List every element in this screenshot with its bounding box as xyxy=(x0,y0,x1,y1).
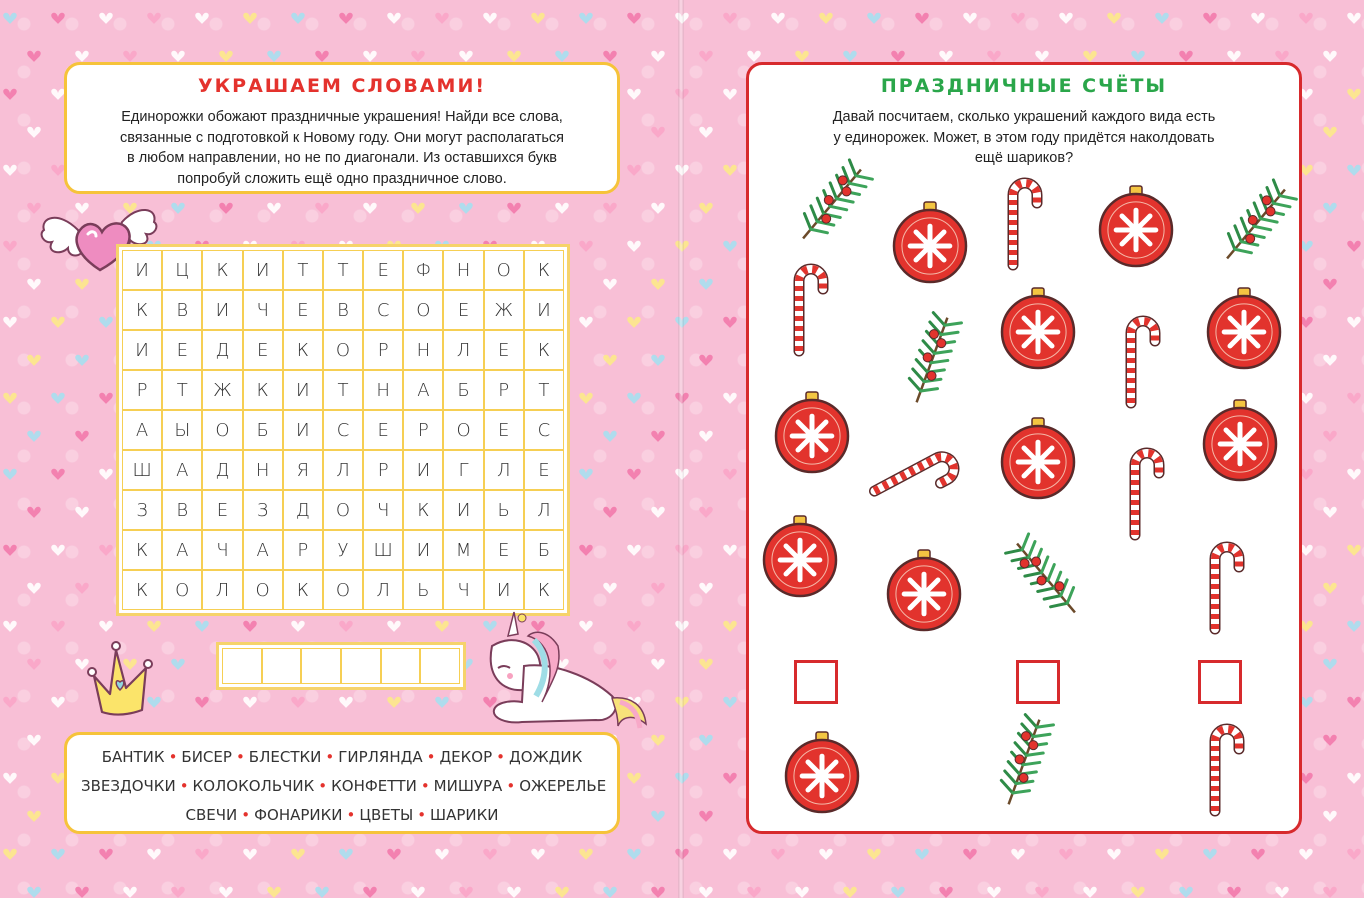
grid-cell[interactable]: Л xyxy=(443,330,483,370)
grid-cell[interactable]: А xyxy=(162,530,202,570)
grid-cell[interactable]: Т xyxy=(283,250,323,290)
grid-cell[interactable]: Ь xyxy=(403,570,443,610)
ornament-ball-icon xyxy=(760,510,840,602)
letter-grid xyxy=(122,250,564,610)
ornament-ball-icon xyxy=(890,196,970,288)
grid-cell[interactable]: З xyxy=(243,490,283,530)
candy-cane-icon xyxy=(751,255,861,365)
grid-cell[interactable]: С xyxy=(524,410,564,450)
page-title-right: ПРАЗДНИЧНЫЕ СЧЁТЫ xyxy=(880,75,1168,97)
ornament-ball-icon xyxy=(772,386,852,478)
grid-cell[interactable]: Т xyxy=(162,370,202,410)
ornament-ball-icon xyxy=(998,412,1078,504)
grid-cell[interactable]: Л xyxy=(484,450,524,490)
grid-cell[interactable]: О xyxy=(323,490,363,530)
grid-cell[interactable]: К xyxy=(283,330,323,370)
answer-cell[interactable] xyxy=(262,648,302,684)
grid-cell[interactable]: Е xyxy=(283,290,323,330)
grid-cell[interactable]: О xyxy=(443,410,483,450)
grid-cell[interactable]: Д xyxy=(283,490,323,530)
word-item: БИСЕР xyxy=(181,748,232,766)
grid-cell[interactable]: И xyxy=(403,450,443,490)
word-item: ОЖЕРЕЛЬЕ xyxy=(519,777,607,795)
grid-cell[interactable]: Н xyxy=(443,250,483,290)
ornament-ball-icon xyxy=(1200,394,1280,486)
grid-cell[interactable]: Е xyxy=(484,530,524,570)
word-list-row xyxy=(81,772,607,801)
grid-cell[interactable]: Ш xyxy=(363,530,403,570)
grid-cell[interactable]: К xyxy=(524,570,564,610)
grid-cell[interactable]: В xyxy=(323,290,363,330)
word-item: ЗВЕЗДОЧКИ xyxy=(81,777,176,795)
grid-cell[interactable]: Н xyxy=(403,330,443,370)
grid-cell[interactable]: Е xyxy=(363,410,403,450)
grid-cell[interactable]: Е xyxy=(202,490,242,530)
grid-cell[interactable]: А xyxy=(122,410,162,450)
right-page xyxy=(684,0,1364,898)
grid-cell[interactable]: В xyxy=(162,490,202,530)
word-list-card xyxy=(64,732,620,834)
grid-cell[interactable]: О xyxy=(403,290,443,330)
grid-cell[interactable]: Е xyxy=(443,290,483,330)
intro-line: в любом направлении, но не по диагонали. Из оставшихся букв xyxy=(126,150,558,166)
grid-cell[interactable]: А xyxy=(243,530,283,570)
grid-cell[interactable]: Ч xyxy=(363,490,403,530)
grid-cell[interactable]: У xyxy=(323,530,363,570)
grid-cell[interactable]: Р xyxy=(122,370,162,410)
bullet-separator: • xyxy=(417,806,427,824)
grid-cell[interactable]: О xyxy=(202,410,242,450)
grid-cell[interactable]: Е xyxy=(363,250,403,290)
grid-cell[interactable]: З xyxy=(122,490,162,530)
intro-line: Единорожки обожают праздничные украшения! Найди все слова, xyxy=(121,109,563,125)
bullet-separator: • xyxy=(506,777,516,795)
answer-cell[interactable] xyxy=(301,648,341,684)
fir-branch-icon xyxy=(877,305,987,415)
grid-cell[interactable]: Т xyxy=(524,370,564,410)
ornament-ball-icon xyxy=(998,282,1078,374)
count-box-candy-canes[interactable] xyxy=(1198,660,1242,704)
ornament-ball-icon xyxy=(1096,180,1176,272)
grid-cell[interactable]: Р xyxy=(283,530,323,570)
grid-cell[interactable]: Р xyxy=(363,450,403,490)
grid-cell[interactable]: К xyxy=(202,250,242,290)
grid-cell[interactable]: А xyxy=(162,450,202,490)
grid-cell[interactable]: И xyxy=(122,250,162,290)
grid-cell[interactable]: С xyxy=(323,410,363,450)
grid-cell[interactable]: И xyxy=(443,490,483,530)
grid-cell[interactable]: Б xyxy=(524,530,564,570)
grid-cell[interactable]: И xyxy=(403,530,443,570)
grid-cell[interactable]: К xyxy=(122,530,162,570)
grid-cell[interactable]: Е xyxy=(484,410,524,450)
grid-cell[interactable]: Р xyxy=(484,370,524,410)
bullet-separator: • xyxy=(325,748,335,766)
word-item: БАНТИК xyxy=(101,748,165,766)
word-item: ДОЖДИК xyxy=(509,748,583,766)
grid-cell[interactable]: Д xyxy=(202,330,242,370)
grid-cell[interactable]: Н xyxy=(363,370,403,410)
grid-cell[interactable]: Л xyxy=(524,490,564,530)
bullet-separator: • xyxy=(318,777,328,795)
intro-card-left xyxy=(64,62,620,194)
candy-cane-icon xyxy=(965,169,1075,279)
fir-branch-icon xyxy=(1201,169,1311,279)
answer-cell[interactable] xyxy=(341,648,381,684)
grid-cell[interactable]: О xyxy=(323,570,363,610)
grid-cell[interactable]: С xyxy=(363,290,403,330)
grid-cell[interactable]: Ш xyxy=(122,450,162,490)
grid-cell[interactable]: Е xyxy=(484,330,524,370)
intro-line: ещё шариков? xyxy=(974,150,1074,166)
word-item: БЛЕСТКИ xyxy=(248,748,322,766)
grid-cell[interactable]: Т xyxy=(323,250,363,290)
fir-branch-icon xyxy=(969,707,1079,817)
candy-cane-icon xyxy=(1167,715,1277,825)
grid-cell[interactable]: О xyxy=(243,570,283,610)
grid-cell[interactable]: О xyxy=(323,330,363,370)
grid-cell[interactable]: Я xyxy=(283,450,323,490)
word-list xyxy=(81,743,607,830)
grid-cell[interactable]: Л xyxy=(323,450,363,490)
grid-cell[interactable]: Р xyxy=(403,410,443,450)
intro-line: попробуй сложить ещё одно праздничное слово. xyxy=(177,170,507,187)
grid-cell[interactable]: Ч xyxy=(202,530,242,570)
intro-line: у единорожек. Может, в этом году придётся наколдовать xyxy=(833,129,1215,146)
bullet-separator: • xyxy=(346,806,356,824)
answer-cell[interactable] xyxy=(381,648,421,684)
word-list-row xyxy=(81,743,603,772)
page-title-left: УКРАШАЕМ СЛОВАМИ! xyxy=(197,75,487,97)
grid-cell[interactable]: А xyxy=(403,370,443,410)
count-box-ornament-balls[interactable] xyxy=(794,660,838,704)
bullet-separator: • xyxy=(426,748,436,766)
word-item: СВЕЧИ xyxy=(185,806,238,824)
answer-cell[interactable] xyxy=(222,648,262,684)
word-item: ГИРЛЯНДА xyxy=(338,748,423,766)
grid-cell[interactable]: Г xyxy=(443,450,483,490)
grid-cell[interactable]: Р xyxy=(363,330,403,370)
word-search-grid xyxy=(116,244,570,616)
bullet-separator: • xyxy=(420,777,430,795)
grid-cell[interactable]: Е xyxy=(524,450,564,490)
candy-cane-icon xyxy=(859,423,969,533)
word-item: МИШУРА xyxy=(433,777,503,795)
fir-branch-icon xyxy=(777,149,887,259)
grid-cell[interactable]: Е xyxy=(162,330,202,370)
grid-cell[interactable]: К xyxy=(122,290,162,330)
grid-cell[interactable]: К xyxy=(243,370,283,410)
bullet-separator: • xyxy=(496,748,506,766)
grid-cell[interactable]: Б xyxy=(243,410,283,450)
candy-cane-icon xyxy=(1167,533,1277,643)
grid-cell[interactable]: Ч xyxy=(443,570,483,610)
ornament-ball-icon xyxy=(884,544,964,636)
grid-cell[interactable]: Ь xyxy=(484,490,524,530)
word-item: ДЕКОР xyxy=(439,748,493,766)
grid-cell[interactable]: Ц xyxy=(162,250,202,290)
intro-text-left xyxy=(87,107,597,189)
ornament-ball-icon xyxy=(782,726,862,818)
fir-branch-icon xyxy=(991,523,1101,633)
grid-cell[interactable]: Ч xyxy=(243,290,283,330)
grid-cell[interactable]: К xyxy=(524,330,564,370)
intro-line: связанные с подготовкой к Новому году. Они могут располагаться xyxy=(119,129,564,146)
bullet-separator: • xyxy=(179,777,189,795)
candy-cane-icon xyxy=(1083,307,1193,417)
answer-word-cells[interactable] xyxy=(216,642,466,690)
word-list-row xyxy=(81,801,603,830)
grid-cell[interactable]: Ж xyxy=(202,370,242,410)
grid-cell[interactable]: И xyxy=(243,250,283,290)
grid-cell[interactable]: К xyxy=(122,570,162,610)
grid-cell[interactable]: К xyxy=(403,490,443,530)
count-box-fir-branches[interactable] xyxy=(1016,660,1060,704)
grid-cell[interactable]: Ы xyxy=(162,410,202,450)
grid-cell[interactable]: И xyxy=(202,290,242,330)
grid-cell[interactable]: Ф xyxy=(403,250,443,290)
word-item: ШАРИКИ xyxy=(430,806,499,824)
grid-cell[interactable]: И xyxy=(524,290,564,330)
grid-cell[interactable]: Т xyxy=(323,370,363,410)
grid-cell[interactable]: О xyxy=(162,570,202,610)
word-item: КОЛОКОЛЬЧИК xyxy=(192,777,315,795)
grid-cell[interactable]: В xyxy=(162,290,202,330)
grid-cell[interactable]: Д xyxy=(202,450,242,490)
grid-cell[interactable]: Б xyxy=(443,370,483,410)
answer-cell[interactable] xyxy=(420,648,460,684)
ornament-ball-icon xyxy=(1204,282,1284,374)
bullet-separator: • xyxy=(241,806,251,824)
grid-cell[interactable]: Н xyxy=(243,450,283,490)
crown-icon xyxy=(86,638,156,718)
grid-cell[interactable]: Л xyxy=(363,570,403,610)
word-item: КОНФЕТТИ xyxy=(331,777,417,795)
word-item: ФОНАРИКИ xyxy=(254,806,343,824)
grid-cell[interactable]: И xyxy=(283,410,323,450)
grid-cell[interactable]: М xyxy=(443,530,483,570)
grid-cell[interactable]: И xyxy=(283,370,323,410)
grid-cell[interactable]: Ж xyxy=(484,290,524,330)
grid-cell[interactable]: Е xyxy=(243,330,283,370)
grid-cell[interactable]: О xyxy=(484,250,524,290)
grid-cell[interactable]: К xyxy=(524,250,564,290)
grid-cell[interactable]: Л xyxy=(202,570,242,610)
grid-cell[interactable]: И xyxy=(122,330,162,370)
unicorn-icon xyxy=(462,606,652,742)
left-page xyxy=(0,0,680,898)
grid-cell[interactable]: К xyxy=(283,570,323,610)
bullet-separator: • xyxy=(235,748,245,766)
word-item: ЦВЕТЫ xyxy=(359,806,414,824)
grid-cell[interactable]: И xyxy=(484,570,524,610)
bullet-separator: • xyxy=(168,748,178,766)
intro-line: Давай посчитаем, сколько украшений каждого вида есть xyxy=(832,109,1216,125)
